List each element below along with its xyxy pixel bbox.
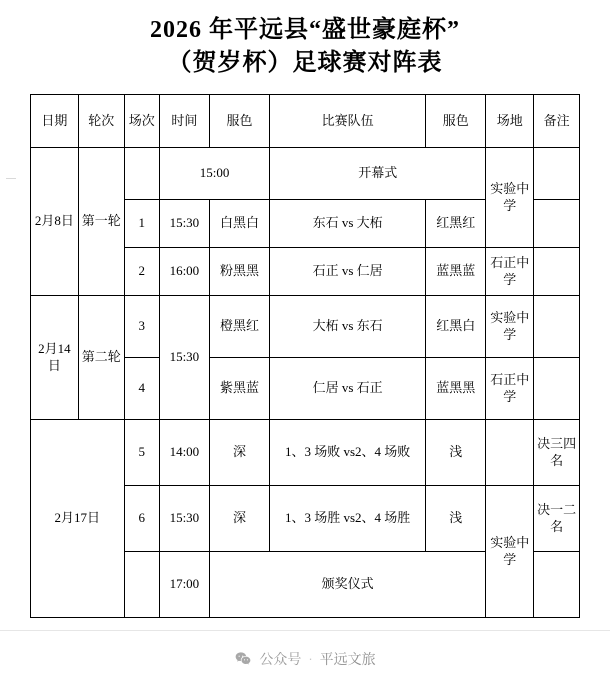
header-kit-home: 服色 bbox=[209, 95, 269, 148]
footer-attribution bbox=[0, 630, 610, 686]
cell-note: 决一二名 bbox=[534, 486, 580, 552]
page-edge-mark bbox=[6, 178, 16, 179]
cell-match-no: 4 bbox=[124, 358, 159, 420]
cell-venue: 实验中学 bbox=[486, 148, 534, 248]
cell-teams: 仁居 vs 石正 bbox=[270, 358, 426, 420]
cell-match-no: 1 bbox=[124, 200, 159, 248]
cell-kit-away: 蓝黑黑 bbox=[426, 358, 486, 420]
header-round: 轮次 bbox=[78, 95, 124, 148]
cell-kit-away: 红黑白 bbox=[426, 296, 486, 358]
table-row bbox=[31, 420, 580, 486]
cell-teams: 1、3 场败 vs2、4 场败 bbox=[270, 420, 426, 486]
table-header-row bbox=[31, 95, 580, 148]
footer-label: 公众号 bbox=[259, 650, 302, 667]
cell-kit-away: 红黑红 bbox=[426, 200, 486, 248]
cell-kit-home: 深 bbox=[209, 486, 269, 552]
table-row bbox=[31, 296, 580, 358]
cell-kit-away: 浅 bbox=[426, 420, 486, 486]
header-kit-away: 服色 bbox=[426, 95, 486, 148]
cell-teams: 大柘 vs 东石 bbox=[270, 296, 426, 358]
cell-teams: 颁奖仪式 bbox=[209, 552, 486, 618]
footer-separator: · bbox=[308, 651, 313, 666]
cell-teams: 石正 vs 仁居 bbox=[270, 248, 426, 296]
cell-time: 16:00 bbox=[159, 248, 209, 296]
cell-note: 决三四名 bbox=[534, 420, 580, 486]
table-row bbox=[31, 148, 580, 200]
cell-date-group-1: 2月14日 bbox=[31, 296, 79, 420]
cell-time: 15:30 bbox=[159, 486, 209, 552]
cell-match-no bbox=[124, 148, 159, 200]
cell-match-no: 6 bbox=[124, 486, 159, 552]
cell-kit-home: 紫黑蓝 bbox=[209, 358, 269, 420]
cell-teams: 东石 vs 大柘 bbox=[270, 200, 426, 248]
cell-note bbox=[534, 296, 580, 358]
cell-note bbox=[534, 148, 580, 200]
cell-note bbox=[534, 200, 580, 248]
header-venue: 场地 bbox=[486, 95, 534, 148]
cell-match-no: 3 bbox=[124, 296, 159, 358]
header-date: 日期 bbox=[31, 95, 79, 148]
cell-round-group-0: 第一轮 bbox=[78, 148, 124, 296]
cell-kit-away: 蓝黑蓝 bbox=[426, 248, 486, 296]
cell-kit-home: 粉黑黑 bbox=[209, 248, 269, 296]
cell-match-no bbox=[124, 552, 159, 618]
footer-inner bbox=[234, 649, 375, 669]
cell-date-group-0: 2月8日 bbox=[31, 148, 79, 296]
cell-note bbox=[534, 552, 580, 618]
table-header bbox=[31, 95, 580, 148]
header-match-no: 场次 bbox=[124, 95, 159, 148]
cell-time: 15:30 bbox=[159, 296, 209, 420]
cell-match-no: 2 bbox=[124, 248, 159, 296]
cell-venue: 石正中学 bbox=[486, 358, 534, 420]
cell-kit-home: 白黑白 bbox=[209, 200, 269, 248]
cell-venue bbox=[486, 420, 534, 486]
cell-note bbox=[534, 358, 580, 420]
cell-time: 17:00 bbox=[159, 552, 209, 618]
header-teams: 比赛队伍 bbox=[270, 95, 426, 148]
table-body bbox=[31, 148, 580, 618]
cell-kit-home: 橙黑红 bbox=[209, 296, 269, 358]
wechat-icon bbox=[234, 650, 252, 668]
cell-round-group-1: 第二轮 bbox=[78, 296, 124, 420]
cell-teams: 开幕式 bbox=[270, 148, 486, 200]
cell-match-no: 5 bbox=[124, 420, 159, 486]
cell-venue: 石正中学 bbox=[486, 248, 534, 296]
cell-time: 14:00 bbox=[159, 420, 209, 486]
schedule-table bbox=[30, 94, 580, 618]
title-line-2: （贺岁杯）足球赛对阵表 bbox=[167, 50, 443, 76]
cell-date-group-2: 2月17日 bbox=[31, 420, 125, 618]
header-time: 时间 bbox=[159, 95, 209, 148]
schedule-table-wrapper bbox=[0, 80, 610, 618]
title-line-1: 2026 年平远县“盛世豪庭杯” bbox=[150, 17, 460, 43]
cell-venue: 实验中学 bbox=[486, 486, 534, 618]
cell-kit-home: 深 bbox=[209, 420, 269, 486]
cell-time: 15:30 bbox=[159, 200, 209, 248]
cell-teams: 1、3 场胜 vs2、4 场胜 bbox=[270, 486, 426, 552]
cell-note bbox=[534, 248, 580, 296]
cell-kit-away: 浅 bbox=[426, 486, 486, 552]
cell-time: 15:00 bbox=[159, 148, 269, 200]
header-note: 备注 bbox=[534, 95, 580, 148]
document-title bbox=[0, 0, 610, 80]
footer-account-name: 平远文旅 bbox=[319, 650, 376, 667]
cell-venue: 实验中学 bbox=[486, 296, 534, 358]
